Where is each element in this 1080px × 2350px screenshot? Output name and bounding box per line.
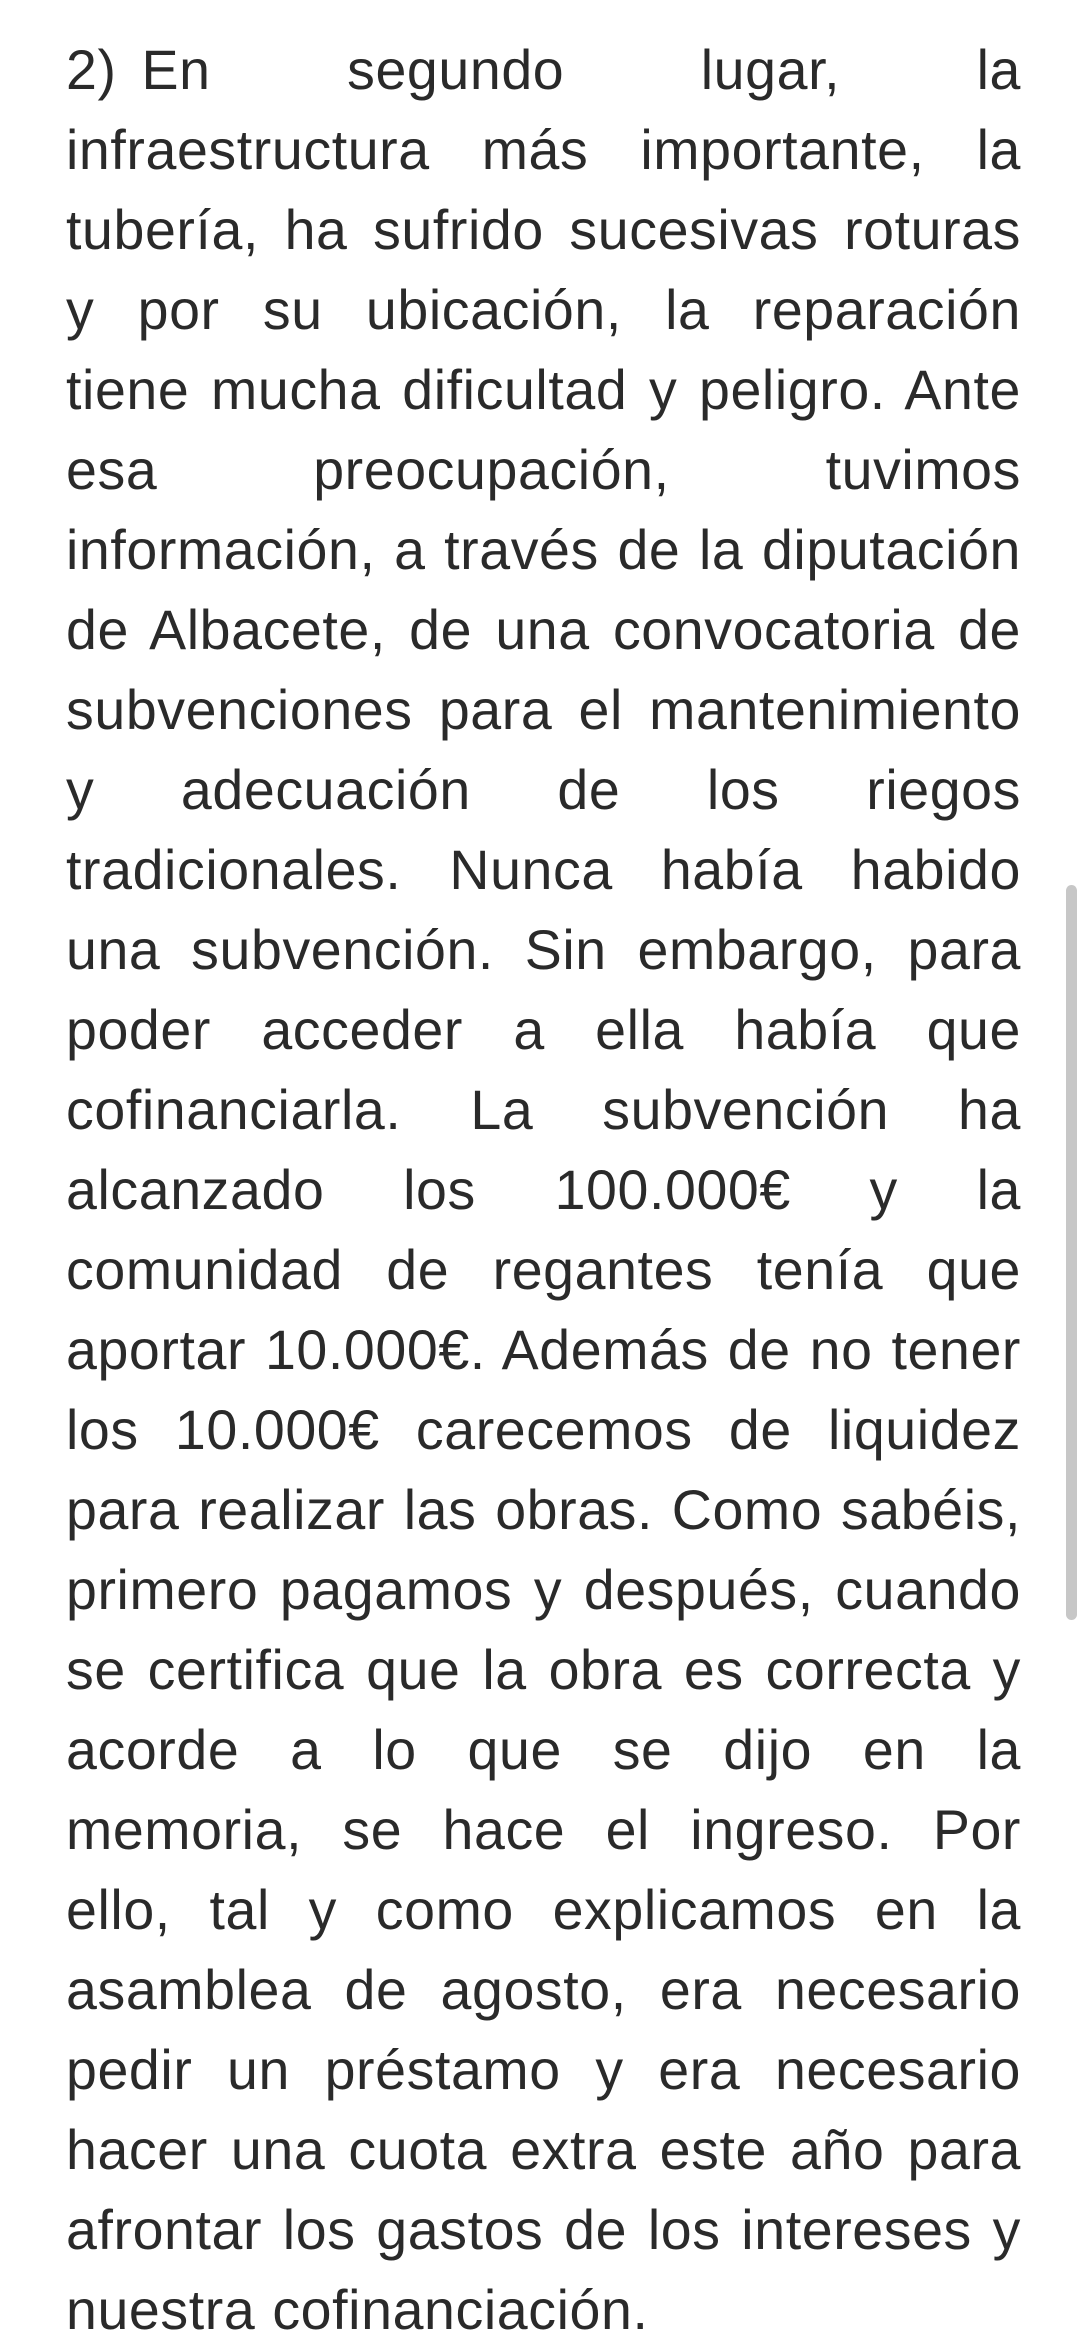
- paragraph-text: En segundo lugar, la infraestructura más importante, la tubería, ha sufrido sucesivas roturas y por su ubicación, la reparación tiene mucha dificultad y peligro. Ante esa preocupación, tuvimos información, a través de la diputación de Albacete, de una convocatoria de subvenciones para el mantenimiento y adecuación de los riegos tradicionales. Nunca había habido una subvención. Sin embargo, para poder acceder a ella había que cofinanciarla. La subvención ha alcanzado los 100.000€ y la comunidad de regantes tenía que aportar 10.000€. Además de no tener los 10.000€ carecemos de liquidez para realizar las obras. Como sabéis, primero pagamos y después, cuando se certifica que la obra es correcta y acorde a lo que se dijo en la memoria, se hace el ingreso. Por ello, tal y como explicamos en la asamblea de agosto, era necesario pedir un préstamo y era necesario hacer una cuota extra este año para afrontar los gastos de los intereses y nuestra cofinanciación.: [66, 39, 1021, 2341]
- vertical-scrollbar[interactable]: [1066, 885, 1077, 1620]
- paragraph-number: 2): [66, 39, 117, 101]
- document-paragraph: [66, 30, 1021, 2350]
